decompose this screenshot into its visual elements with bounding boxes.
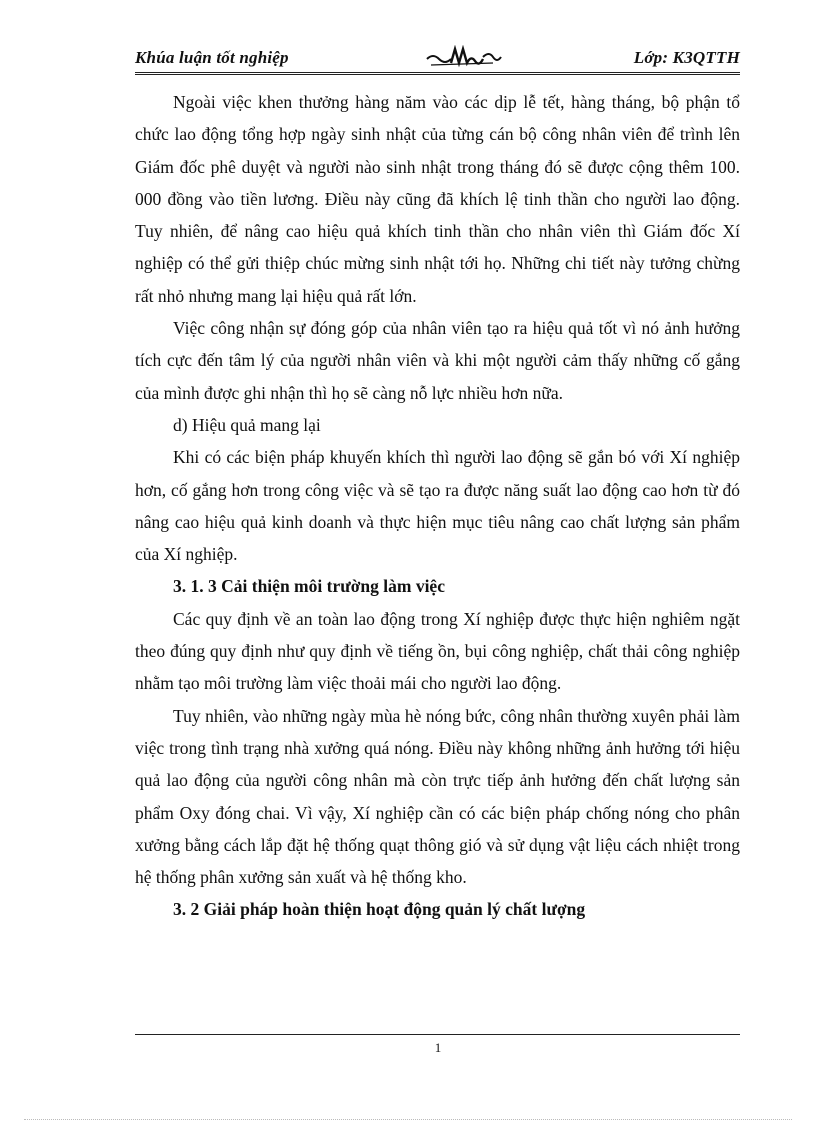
document-body [135,86,740,926]
decorative-flourish-icon [423,45,503,69]
footer-divider [135,1034,740,1035]
paragraph-recognition: Việc công nhận sự đóng góp của nhân viên tạo ra hiệu quả tốt vì nó ảnh hưởng tích cực đến tâm lý của người nhân viên và khi một người cảm thấy những cố gắng của mình được ghi nhận thì họ sẽ càng nỗ lực nhiều hơn nữa. [135,318,740,403]
page-header [135,44,740,75]
paragraph-safety-rules: Các quy định về an toàn lao động trong Xí nghiệp được thực hiện nghiêm ngặt theo đúng quy định như quy định về tiếng ồn, bụi công nghiệp, chất thải công nghiệp nhằm tạo môi trường làm việc thoải mái cho người lao động. [135,608,740,694]
header-right-class: Lớp: K3QTTH [633,48,740,67]
subheading-effectiveness: d) Hiệu quả mang lại [173,414,321,435]
section-heading-work-environment: 3. 1. 3 Cải thiện môi trường làm việc [173,576,445,597]
paragraph-incentive-results: Khi có các biện pháp khuyến khích thì người lao động sẽ gắn bó với Xí nghiệp hơn, cố gắng hơn trong công việc và sẽ tạo ra được năng suất lao động cao hơn từ đó nâng cao hiệu quả kinh doanh và thực hiện mục tiêu nâng cao chất lượng sản phẩm của Xí nghiệp. [135,447,740,565]
section-heading-quality-management: 3. 2 Giải pháp hoàn thiện hoạt động quản lý chất lượng [173,899,586,920]
paragraph-heat-measures: Tuy nhiên, vào những ngày mùa hè nóng bức, công nhân thường xuyên phải làm việc trong tình trạng nhà xưởng quá nóng. Điều này không những ảnh hưởng tới hiệu quả lao động của người công nhân mà còn trực tiếp ảnh hưởng đến chất lượng sản phẩm Oxy đóng chai. Vì vậy, Xí nghiệp cần có các biện pháp chống nóng cho phân xưởng bằng cách lắp đặt hệ thống quạt thông gió và sử dụng vật liệu cách nhiệt trong hệ thống phân xưởng sản xuất và hệ thống kho. [135,705,740,888]
paragraph-birthday-reward: Ngoài việc khen thưởng hàng năm vào các dịp lễ tết, hàng tháng, bộ phận tổ chức lao động tổng hợp ngày sinh nhật của từng cán bộ công nhân viên để trình lên Giám đốc phê duyệt và người nào sinh nhật trong tháng đó sẽ được cộng thêm 100. 000 đồng vào tiền lương. Điều này cũng đã khích lệ tinh thần cho người lao động. Tuy nhiên, để nâng cao hiệu quả khích tinh thần cho nhân viên thì Giám đốc Xí nghiệp có thể gửi thiệp chúc mừng sinh nhật tới họ. Những chi tiết này tưởng chừng rất nhỏ nhưng mang lại hiệu quả rất lớn. [135,92,740,306]
page-bottom-border [24,1119,792,1120]
header-left-title: Khúa luận tốt nghiệp [135,48,289,67]
page-number: 1 [434,1040,442,1055]
